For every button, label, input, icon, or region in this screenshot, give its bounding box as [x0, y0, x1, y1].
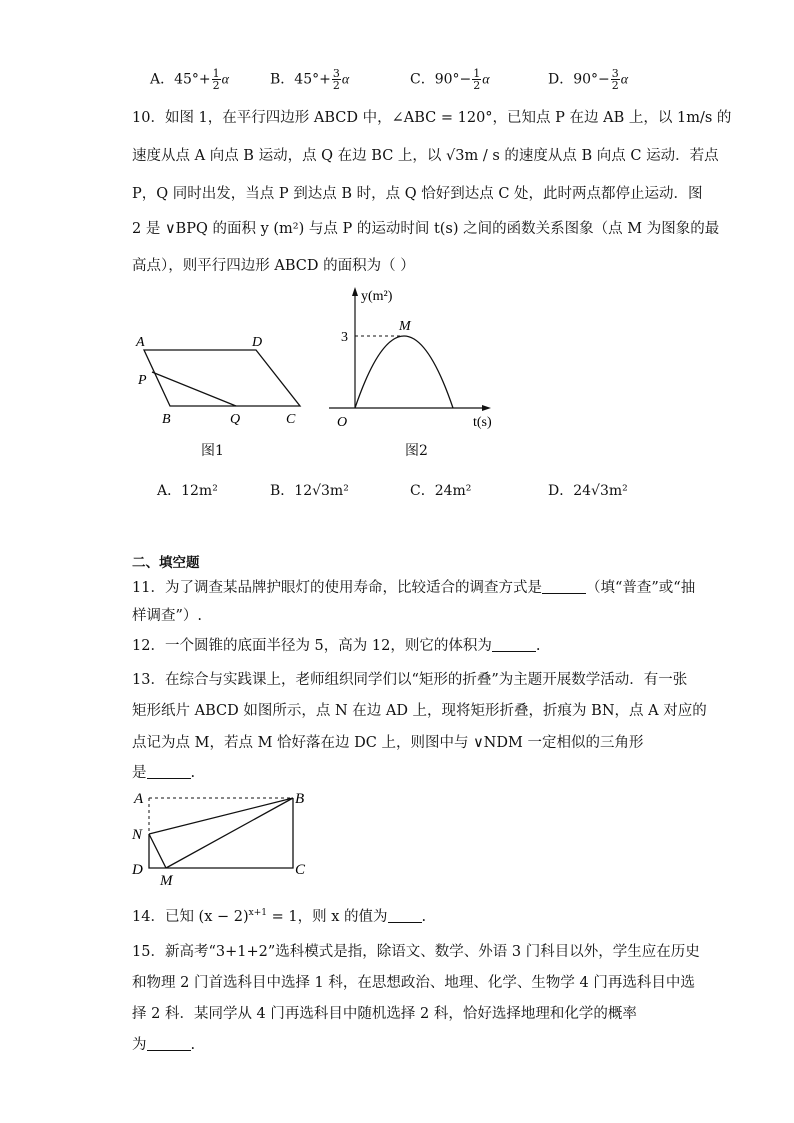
alpha-symbol: α — [482, 72, 490, 88]
q12-line — [132, 636, 540, 656]
answer-blank[interactable] — [542, 579, 586, 594]
q13-line-4 — [132, 763, 195, 783]
frac-den: 2 — [611, 79, 619, 92]
q9-option-b-text: B．45°+ — [270, 71, 331, 88]
segment-pq — [152, 372, 236, 406]
q15-line-3: 择 2 科．某同学从 4 门再选科目中随机选择 2 科，恰好选择地理和化学的概率 — [132, 1006, 637, 1022]
y-axis-label: y(m²) — [361, 289, 393, 304]
q9-option-c — [410, 68, 490, 91]
origin-label: O — [337, 415, 348, 430]
q13-text-a: 是 — [132, 765, 147, 781]
frac-den: 2 — [212, 79, 220, 92]
q14-exponent: x+1 — [248, 908, 267, 918]
x-axis-arrow — [482, 405, 491, 411]
frac-num: 3 — [611, 67, 619, 80]
label-d: D — [132, 862, 143, 878]
q10-line-2: 速度从点 A 向点 B 运动，点 Q 在边 BC 上，以 √3m / s 的速度从点 B 向点 C 运动．若点 — [132, 148, 719, 164]
q11-text-a: 11．为了调查某品牌护眼灯的使用寿命，比较适合的调查方式是 — [132, 580, 542, 596]
label-b: B — [295, 791, 305, 807]
q13-line-2: 矩形纸片 ABCD 如图所示，点 N 在边 AD 上，现将矩形折叠，折痕为 BN，点 A 对应的 — [132, 703, 707, 719]
alpha-symbol: α — [341, 72, 350, 88]
q11-line-2: 样调查”）. — [132, 608, 203, 624]
q10-option-d: D．24√3m² — [548, 483, 628, 499]
label-c: C — [295, 862, 306, 878]
q9-option-d-text: D．90°− — [548, 71, 610, 88]
segment-mb — [166, 798, 293, 868]
q10-line-1: 10．如图 1，在平行四边形 ABCD 中，∠ABC = 120°，已知点 P 在边 AB 上，以 1m/s 的 — [132, 110, 732, 126]
q14-text-b: = 1，则 x 的值为 — [267, 908, 388, 925]
q15-line-2: 和物理 2 门首选科目中选择 1 科，在思想政治、地理、化学、生物学 4 门再选科目中选 — [132, 975, 695, 991]
q9-option-c-text: C．90°− — [410, 71, 472, 88]
q13-line-1: 13．在综合与实践课上，老师组织同学们以“矩形的折叠”为主题开展数学活动．有一张 — [132, 672, 688, 688]
q10-option-c: C．24m² — [410, 483, 472, 499]
peak-value-3: 3 — [341, 330, 348, 345]
label-a: A — [134, 791, 144, 807]
q13-figure — [128, 786, 318, 890]
q14-line — [132, 903, 426, 927]
q9-option-d — [548, 68, 628, 91]
y-axis-arrow — [352, 287, 358, 296]
answer-blank[interactable] — [147, 764, 191, 779]
peak-label-m: M — [399, 319, 411, 334]
q15-text-b: . — [190, 1037, 196, 1053]
q10-line-3: P，Q 同时出发，当点 P 到达点 B 时，点 Q 恰好到达点 C 处，此时两点都停止运动．图 — [132, 186, 703, 202]
segment-nm — [149, 834, 166, 868]
q14-text-c: . — [421, 908, 427, 925]
q15-text-a: 为 — [132, 1037, 147, 1053]
fraction — [611, 68, 620, 91]
alpha-symbol: α — [221, 72, 230, 88]
q10-line-4: 2 是 ∨BPQ 的面积 y (m²) 与点 P 的运动时间 t(s) 之间的函数关系图象（点 M 为图象的最 — [132, 221, 720, 237]
fig2-caption: 图2 — [405, 443, 428, 459]
frac-den: 2 — [332, 79, 340, 92]
frac-den: 2 — [473, 79, 481, 92]
q13-text-b: . — [190, 765, 196, 781]
label-p: P — [138, 373, 147, 388]
label-n: N — [132, 827, 143, 843]
alpha-symbol: α — [620, 72, 629, 88]
fraction — [332, 68, 341, 91]
fig1-caption: 图1 — [201, 443, 224, 459]
answer-blank[interactable] — [492, 637, 536, 652]
parabola-curve — [355, 336, 453, 408]
q11-line-1 — [132, 578, 695, 598]
frac-num: 1 — [473, 67, 481, 80]
segment-nb — [149, 798, 293, 834]
answer-blank[interactable] — [388, 908, 422, 923]
q15-line-1: 15．新高考“3+1+2”选科模式是指，除语文、数学、外语 3 门科目以外，学生应在历史 — [132, 944, 700, 960]
q11-text-b: （填“普查”或“抽 — [585, 580, 696, 596]
q9-option-a — [150, 68, 229, 91]
label-q: Q — [230, 412, 241, 427]
q10-figure-1 — [128, 330, 318, 430]
label-c: C — [286, 412, 296, 427]
x-axis-label: t(s) — [473, 415, 492, 430]
q14-text-a: 14．已知 (x − 2) — [132, 908, 249, 925]
answer-blank[interactable] — [147, 1036, 191, 1051]
q9-option-a-text: A．45°+ — [150, 71, 211, 88]
q10-option-b: B．12√3m² — [270, 483, 349, 499]
fraction — [472, 68, 481, 91]
q10-line-5: 高点），则平行四边形 ABCD 的面积为（ ） — [132, 258, 415, 274]
q9-option-b — [270, 68, 349, 91]
q12-text-b: . — [535, 638, 541, 654]
fraction — [212, 68, 221, 91]
label-d: D — [252, 335, 263, 350]
q15-line-4 — [132, 1035, 195, 1055]
rectangle-sides — [149, 798, 293, 868]
q12-text-a: 12．一个圆锥的底面半径为 5，高为 12，则它的体积为 — [132, 638, 492, 654]
label-a: A — [136, 335, 145, 350]
frac-num: 1 — [212, 67, 220, 80]
q10-option-a: A．12m² — [157, 483, 218, 499]
q10-figure-2 — [325, 284, 500, 434]
section-title: 二、填空题 — [132, 555, 200, 571]
q13-line-3: 点记为点 M，若点 M 恰好落在边 DC 上，则图中与 ∨NDM 一定相似的三角形 — [132, 735, 644, 751]
frac-num: 3 — [332, 67, 340, 80]
label-m: M — [160, 873, 173, 889]
label-b: B — [162, 412, 171, 427]
